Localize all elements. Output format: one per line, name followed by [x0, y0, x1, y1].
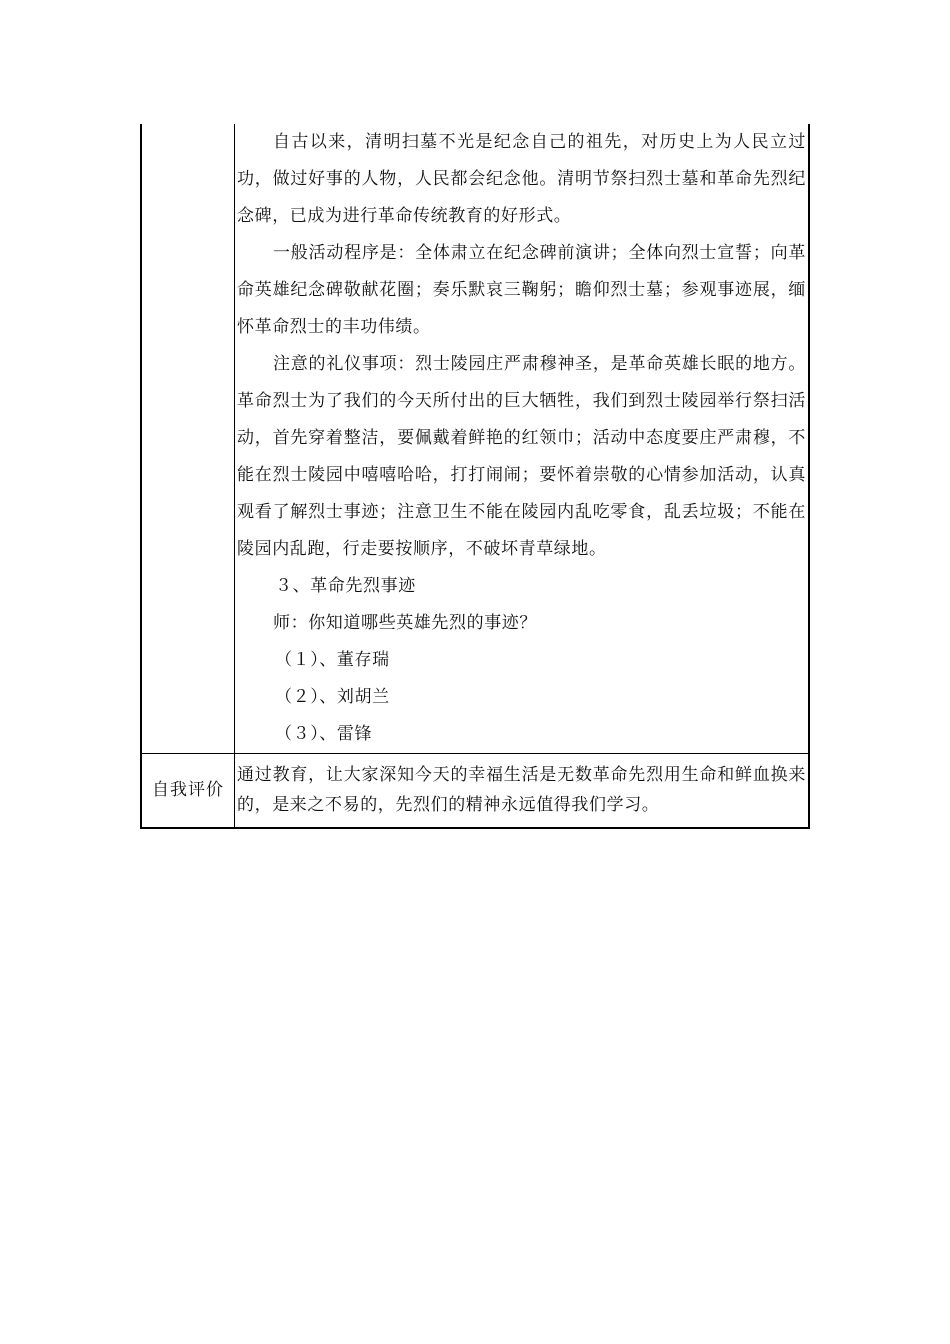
lesson-plan-table [140, 124, 810, 829]
self-evaluation-cell [235, 754, 810, 829]
paragraph-qingming-history: 自古以来，清明扫墓不光是纪念自己的祖先，对历史上为人民立过功，做过好事的人物，人民都会纪念他。清明节祭扫烈士墓和革命先烈纪念碑，已成为进行革命传统教育的好形式。 [237, 132, 806, 226]
paragraph-etiquette-notes: 注意的礼仪事项：烈士陵园庄严肃穆神圣，是革命英雄长眠的地方。革命烈士为了我们的今天所付出的巨大牺牲，我们到烈士陵园举行祭扫活动，首先穿着整洁，要佩戴着鲜艳的红领巾；活动中态度要庄严肃穆，不能在烈士陵园中嘻嘻哈哈，打打闹闹；要怀着崇敬的心情参加活动，认真观看了解烈士事迹；注意卫生不能在陵园内乱吃零食，乱丢垃圾；不能在陵园内乱跑，行走要按顺序，不破坏青草绿地。 [237, 354, 806, 559]
hero-item-1: （１）、董存瑞 [275, 650, 390, 670]
teacher-question: 师：你知道哪些英雄先烈的事迹？ [273, 613, 537, 633]
activity-row [141, 124, 809, 754]
activity-content [235, 124, 808, 753]
hero-item-3: （３）、雷锋 [275, 724, 373, 744]
section-heading-martyr-deeds: ３、革命先烈事迹 [275, 576, 416, 596]
self-evaluation-row [141, 754, 809, 829]
self-evaluation-text: 通过教育，让大家深知今天的幸福生活是无数革命先烈用生命和鲜血换来的，是来之不易的，先烈们的精神永远值得我们学习。 [237, 765, 806, 815]
self-evaluation-label: 自我评价 [141, 754, 235, 829]
paragraph-activity-procedure: 一般活动程序是：全体肃立在纪念碑前演讲；全体向烈士宣誓；向革命英雄纪念碑敬献花圈；奏乐默哀三鞠躬；瞻仰烈士墓；参观事迹展，缅怀革命烈士的丰功伟绩。 [237, 243, 806, 337]
hero-item-2: （２）、刘胡兰 [275, 687, 390, 707]
activity-content-cell [235, 124, 810, 754]
activity-label-cell [141, 124, 235, 754]
